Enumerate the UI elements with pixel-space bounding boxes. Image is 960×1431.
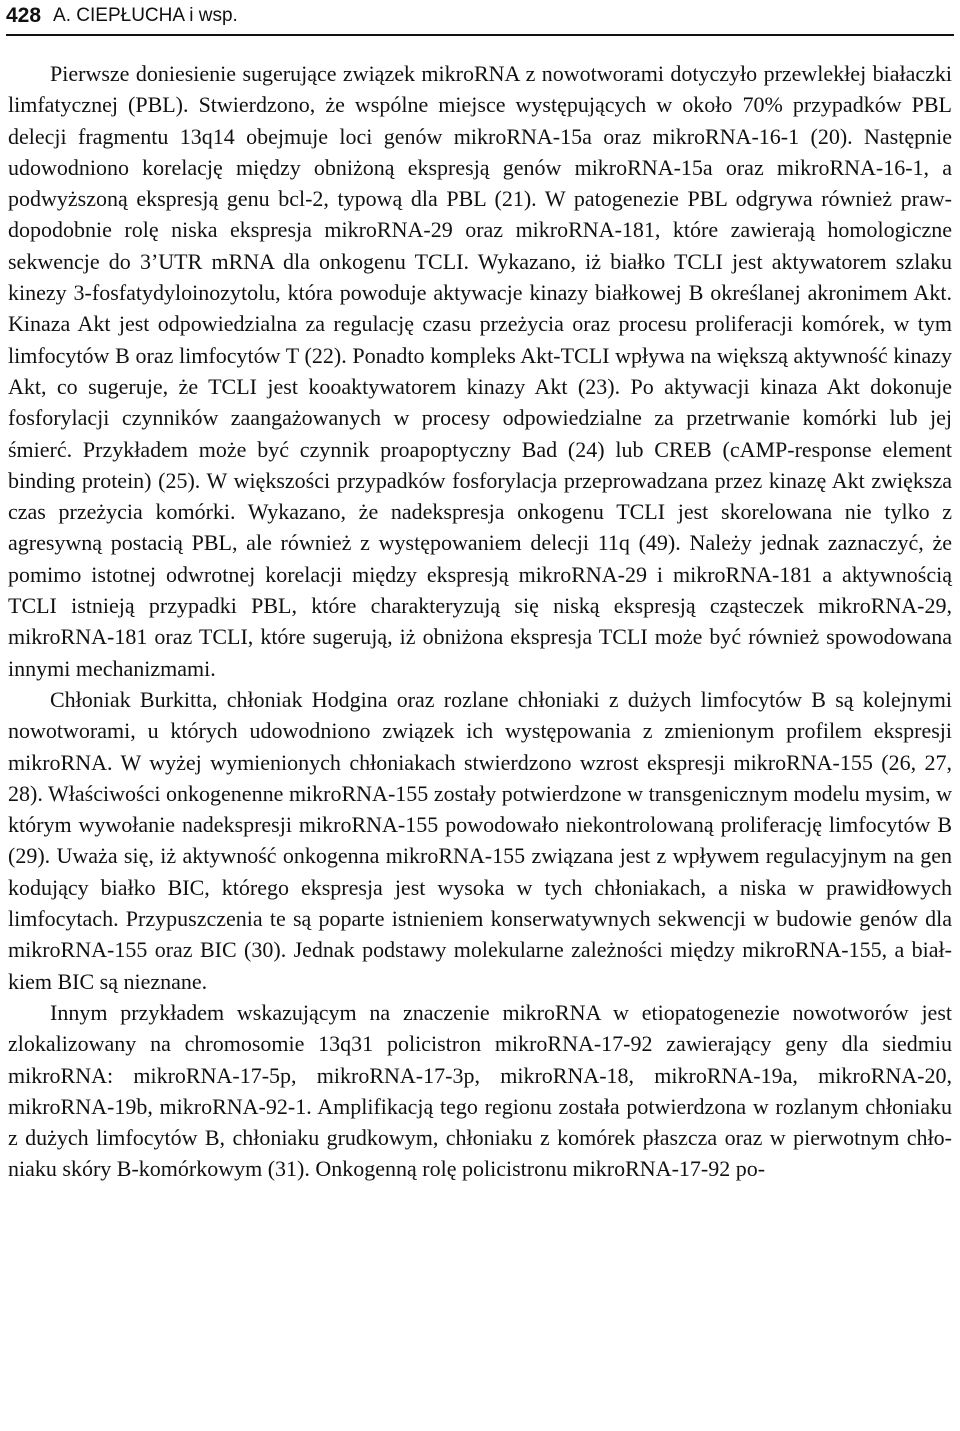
- paragraph: Pierwsze doniesienie sugerujące związek mikroRNA z nowotworami dotyczyło przewlekłej białaczki limfatycznej (PBL). Stwierdzono, że wspólne miejsce występujących w około 70% przypadków PBL delecji fragmentu 13q14 obejmuje loci genów mikroRNA-15a oraz mikroRNA-16-1 (20). Następnie udowodniono korelację między obniżoną ekspresją genów mikroRNA-15a oraz mikroRNA-16-1, a podwyższoną ekspresją genu bcl-2, typową dla PBL (21). W patogenezie PBL odgrywa również prawdopodobnie rolę niska ekspresja mikroRNA-29 oraz mikroRNA-181, które zawierają homologiczne sekwencje do 3’UTR mRNA dla onkogenu TCLI. Wykazano, iż białko TCLI jest aktywatorem szlaku kinezy 3-fosfatydyloinozytolu, która powoduje aktywacje kinazy białkowej B określanej akronimem Akt. Kinaza Akt jest odpowiedzialna za regulację czasu przeżycia oraz procesu proliferacji komórek, w tym limfocytów B oraz limfocytów T (22). Ponadto kompleks Akt-TCLI wpływa na większą aktywność kinazy Akt, co sugeruje, że TCLI jest kooaktywatorem kinazy Akt (23). Po aktywacji kinaza Akt dokonuje fosforylacji czynników zaangażowanych w procesy odpowiedzialne za przetrwanie komórki lub jej śmierć. Przykładem może być czynnik proapoptyczny Bad (24) lub CREB (cAMP-response element binding protein) (25). W większości przypadków fosforylacja przeprowadzana przez kinazę Akt zwiększa czas przeżycia komórki. Wykazano, że nadekspresja onkogenu TCLI jest skorelowana nie tylko z agresywną postacią PBL, ale również z występowaniem delecji 11q (49). Należy jednak zaznaczyć, że pomimo istotnej odwrotnej korelacji między ekspresją mikroRNA-29 i mikroRNA-181 a aktywnością TCLI istnieją przypadki PBL, które charakteryzują się niską ekspresją cząsteczek mikroRNA-29, mikroRNA-181 oraz TCLI, które sugerują, iż obniżona ekspresja TCLI może być również spowodowana innymi mechanizmami.: [8, 61, 952, 681]
- paragraph: Chłoniak Burkitta, chłoniak Hodgina oraz rozlane chłoniaki z dużych limfocytów B są kolejnymi nowotworami, u których udowodniono związek ich występowania z zmienionym profilem ekspresji mikroRNA. W wyżej wymienionych chłoniakach stwierdzono wzrost ekspresji mikroRNA-155 (26, 27, 28). Właściwości onkogenenne mikroRNA-155 zostały potwierdzone w transgenicznym modelu mysim, w którym wywołanie nadekspresji mikroRNA-155 powodowało niekontrolowaną proliferację limfocytów B (29). Uważa się, iż aktywność onkogenna mikroRNA-155 związana jest z wpływem regulacyjnym na gen kodujący białko BIC, którego ekspresja jest wysoka w tych chłoniakach, a niska w prawidłowych limfocytach. Przypuszczenia te są poparte istnieniem konserwatywnych sekwencji w budowie genów dla mikroRNA-155 oraz BIC (30). Jednak podstawy molekularne zależności między mikroRNA-155, a białkiem BIC są nieznane.: [8, 686, 952, 994]
- page-number: 428: [6, 4, 42, 27]
- article-body: [8, 58, 952, 1185]
- running-header: [6, 0, 954, 32]
- paragraph: Innym przykładem wskazującym na znaczenie mikroRNA w etiopatogenezie nowotworów jest zlokalizowany na chromosomie 13q31 policistron mikroRNA-17-92 zawierający geny dla siedmiu mikroRNA: mikroRNA-17-5p, mikroRNA-17-3p, mikroRNA-18, mikroRNA-19a, mikroRNA-20, mikroRNA-19b, mikroRNA-92-1. Amplifikacją tego regionu została potwierdzona w rozlanym chłoniaku z dużych limfocytów B, chłoniaku grudkowym, chłoniaku z komórek płaszcza oraz w pierwotnym chłoniaku skóry B-komórkowym (31). Onkogenną rolę policistronu mikroRNA-17-92 po-: [8, 999, 952, 1182]
- header-rule: [6, 34, 954, 36]
- running-title: A. CIEPŁUCHA i wsp.: [53, 5, 238, 26]
